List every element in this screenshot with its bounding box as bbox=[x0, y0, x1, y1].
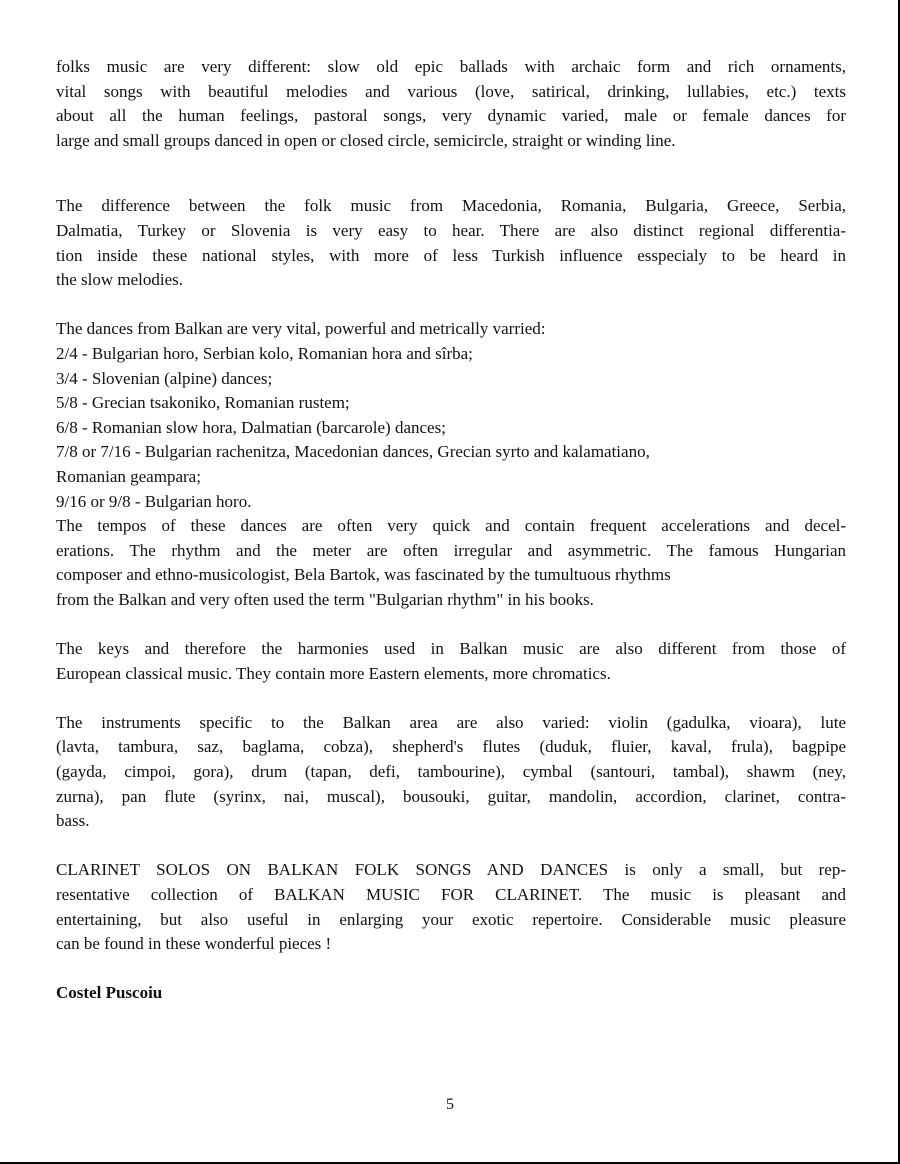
text-line: zurna), pan flute (syrinx, nai, muscal), bousouki, guitar, mandolin, accordion, clarinet, contra- bbox=[56, 786, 846, 806]
author-signature: Costel Puscoiu bbox=[56, 983, 163, 1003]
text-line: folks music are very different: slow old epic ballads with archaic form and rich ornaments, bbox=[56, 57, 846, 76]
text-line: (gayda, cimpoi, gora), drum (tapan, defi, tambourine), cymbal (santouri, tambal), shawm (ney, bbox=[56, 762, 846, 782]
paragraph-instruments bbox=[56, 711, 846, 834]
text-line: The dances from Balkan are very vital, powerful and metrically varried: bbox=[56, 319, 546, 339]
paragraph-spacer bbox=[56, 612, 846, 637]
paragraph-national-differences bbox=[56, 194, 846, 292]
text-line: The instruments specific to the Balkan area are also varied: violin (gadulka, vioara), lute bbox=[56, 712, 846, 732]
text-line: composer and ethno-musicologist, Bela Bartok, was fascinated by the tumultuous rhythms bbox=[56, 565, 671, 585]
meter-list-item: 3/4 - Slovenian (alpine) dances; bbox=[56, 368, 273, 388]
text-line: can be found in these wonderful pieces ! bbox=[56, 934, 332, 954]
text-line: (lavta, tambura, saz, baglama, cobza), shepherd's flutes (duduk, fluier, kaval, frula), bagpipe bbox=[56, 737, 846, 757]
meter-list-item: 7/8 or 7/16 - Bulgarian rachenitza, Macedonian dances, Grecian syrto and kalamatiano, bbox=[56, 442, 650, 462]
body-text bbox=[56, 55, 846, 1006]
paragraph-spacer bbox=[56, 957, 846, 982]
paragraph-folk-music-styles bbox=[56, 55, 846, 153]
meter-list-item: 9/16 or 9/8 - Bulgarian horo. bbox=[56, 491, 252, 511]
text-line: European classical music. They contain more Eastern elements, more chromatics. bbox=[56, 663, 611, 683]
page-number: 5 bbox=[446, 1096, 454, 1113]
paragraph-spacer bbox=[56, 686, 846, 711]
text-line: entertaining, but also useful in enlarging your exotic repertoire. Considerable music pleasure bbox=[56, 909, 846, 929]
meter-list-item: 5/8 - Grecian tsakoniko, Romanian rustem; bbox=[56, 393, 350, 413]
paragraph-spacer bbox=[56, 153, 846, 194]
text-line: tion inside these national styles, with more of less Turkish influence esspecialy to be heard in bbox=[56, 245, 846, 265]
meter-list-item: Romanian geampara; bbox=[56, 466, 201, 486]
text-line: The keys and therefore the harmonies used in Balkan music are also different from those of bbox=[56, 639, 846, 659]
paragraph-spacer bbox=[56, 293, 846, 318]
text-line: erations. The rhythm and the meter are often irregular and asymmetric. The famous Hungarian bbox=[56, 540, 846, 560]
text-line: large and small groups danced in open or closed circle, semicircle, straight or winding line. bbox=[56, 130, 676, 150]
paragraph-dance-meters bbox=[56, 317, 846, 612]
text-line: The difference between the folk music from Macedonia, Romania, Bulgaria, Greece, Serbia, bbox=[56, 196, 846, 216]
text-line: CLARINET SOLOS ON BALKAN FOLK SONGS AND DANCES is only a small, but rep- bbox=[56, 860, 846, 880]
meter-list-item: 6/8 - Romanian slow hora, Dalmatian (barcarole) dances; bbox=[56, 417, 446, 437]
meter-list-item: 2/4 - Bulgarian horo, Serbian kolo, Romanian hora and sîrba; bbox=[56, 343, 473, 363]
text-line: from the Balkan and very often used the term "Bulgarian rhythm" in his books. bbox=[56, 589, 594, 609]
text-line: vital songs with beautiful melodies and various (love, satirical, drinking, lullabies, etc.) texts bbox=[56, 81, 846, 101]
text-line: the slow melodies. bbox=[56, 270, 184, 290]
paragraph-collection-description bbox=[56, 858, 846, 956]
text-line: The tempos of these dances are often very quick and contain frequent accelerations and decel- bbox=[56, 516, 846, 536]
text-line: Dalmatia, Turkey or Slovenia is very easy to hear. There are also distinct regional differentia- bbox=[56, 220, 846, 240]
paragraph-spacer bbox=[56, 834, 846, 859]
text-line: about all the human feelings, pastoral songs, very dynamic varied, male or female dances for bbox=[56, 106, 846, 126]
text-line: bass. bbox=[56, 811, 90, 831]
paragraph-keys-harmonies bbox=[56, 637, 846, 686]
text-line: resentative collection of BALKAN MUSIC FOR CLARINET. The music is pleasant and bbox=[56, 885, 846, 904]
